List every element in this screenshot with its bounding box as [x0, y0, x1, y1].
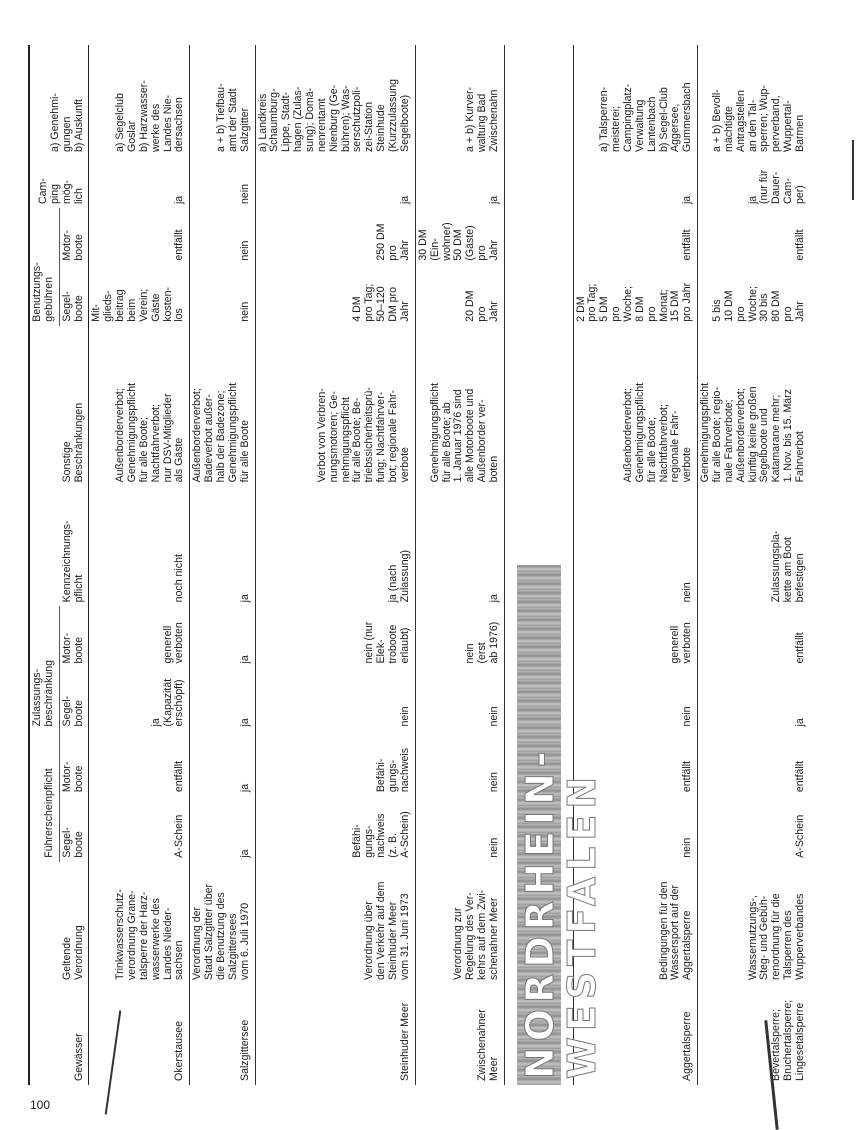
- cell-zul-segel: ja (Kapazität erschöpft): [89, 667, 190, 730]
- cell-sonstige: Außenborderverbot; Genehmigungspflicht für alle Boote; Nachtfahrverbot; regionale Fahr- verbote: [573, 326, 698, 487]
- cell-geb-motor: entfällt: [573, 208, 698, 265]
- cell-gewaesser: Bevertalsperre; Bruchertalsperre; Lingesetalsperre: [770, 999, 806, 1081]
- cell-verordnung: Verordnung der Stadt Salzgitter über die Benutzung des Salzgittersees vom 6. Juli 1970: [190, 862, 255, 984]
- cell-zul-segel: nein: [415, 667, 504, 730]
- cell-genehmigung: a + b) Tiefbau- amt der Stadt Salzgitter: [190, 45, 255, 156]
- cell-zul-motor: generell verboten: [89, 606, 190, 667]
- cell-gewaesser: Salzgittersee: [190, 984, 255, 1085]
- header-gebuehren: Benutzungs- gebühren: [29, 208, 59, 326]
- header-zulassung-segel: Segel- boote: [59, 667, 89, 730]
- cell-fs-segel: ja: [190, 796, 255, 862]
- cell-fs-segel: A-Schein: [793, 814, 806, 858]
- cell-genehmigung: a) Landkreis Schaumburg- Lippe, Stadt- hagen (Zulas- sung); Domä- nenrentamt Nienburg (Ge- bühren); Was- serschutzpoli- zei-Station Steinhude (Kurzzulassung Segelboote): [255, 45, 415, 156]
- header-zulassung-motor: Motor- boote: [59, 606, 89, 667]
- header-gebuehren-motor: Motor- boote: [59, 208, 89, 265]
- cell-verordnung: Wassernutzungs-, Steg- und Gebüh- renordnung für die Talsperren des Wupperverbandes: [746, 893, 806, 980]
- header-fuehrerschein: Führerscheinpflicht: [29, 731, 59, 862]
- table-row: [255, 45, 415, 1085]
- cell-camping: ja: [89, 156, 190, 208]
- cell-fs-motor: Befähi- gungs- nachweis: [255, 731, 415, 797]
- water-regulations-table: [28, 45, 810, 1085]
- header-fuehrerschein-segel: Segel- boote: [59, 796, 89, 862]
- section-band-row: [504, 45, 573, 1085]
- cell-camping: ja: [255, 156, 415, 208]
- cell-geb-segel: 4 DM pro Tag; 50–120 DM pro Jahr: [255, 265, 415, 326]
- cell-camping: ja (nur für Dauer- Cam- per): [746, 169, 806, 205]
- cell-zul-segel: ja: [190, 667, 255, 730]
- cell-geb-segel: 20 DM pro Jahr: [415, 265, 504, 326]
- cell-fs-motor: entfällt: [573, 731, 698, 797]
- cell-fs-motor: entfällt: [793, 760, 806, 793]
- scan-scratch-mark: [852, 140, 854, 200]
- header-sonstige: Sonstige Beschränkungen: [29, 326, 89, 487]
- cell-kennzeichnung: Zulassungspla- kette am Boot befestigen: [770, 530, 806, 603]
- table-body: [89, 45, 810, 1085]
- cell-gewaesser: Zwischenahner Meer: [415, 984, 504, 1085]
- cell-kennzeichnung: ja: [415, 486, 504, 606]
- header-camping: Cam- ping mög- lich: [29, 156, 89, 208]
- section-banner-text: NORDRHEIN-WESTFALEN: [517, 745, 605, 1079]
- cell-genehmigung: a) Talsperren- meisterei; Campingplatz- Verwaltung Lantenbach b) Segel-Club Aggersee, Gummersbach: [573, 45, 698, 156]
- rotated-table-container: [28, 45, 854, 1085]
- cell-verordnung: Trinkwasserschutz- verordnung Grane- talsperre der Harz- wasserwerke des Landes Nieder- sachsen: [89, 862, 190, 984]
- cell-sonstige: Genehmigungspflicht für alle Boote; ab 1. Januar 1976 sind alle Motorboote und Außenborder ver- boten: [415, 326, 504, 487]
- cell-kennzeichnung: noch nicht: [89, 486, 190, 606]
- cell-geb-segel: nein: [190, 265, 255, 326]
- cell-genehmigung: a) Segelclub Goslar b) Harzwasser- werke des Landes Nie- dersachsen: [89, 45, 190, 156]
- cell-geb-motor: 250 DM pro Jahr: [255, 208, 415, 265]
- cell-zul-motor: generell verboten: [573, 606, 698, 667]
- table-row: [415, 45, 504, 1085]
- header-fuehrerschein-motor: Motor- boote: [59, 731, 89, 797]
- cell-zul-motor: entfällt: [793, 632, 806, 664]
- header-kennzeichnung: Kennzeichnungs- pflicht: [29, 486, 89, 606]
- cell-gewaesser: Okerstausee: [89, 984, 190, 1085]
- header-verordnung: Geltende Verordnung: [29, 862, 89, 984]
- cell-genehmigung: a + b) Bevoll- mächtigte Antragstellen an den Tal- sperren; Wup- perverband, Wuppertal- Barmen: [710, 85, 806, 152]
- cell-geb-segel: 2 DM pro Tag; 5 DM pro Woche; 8 DM pro Monat; 15 DM pro Jahr: [573, 265, 698, 326]
- section-banner: [517, 565, 605, 1085]
- cell-verordnung: Bedingungen für den Wassersport auf der Aggertalsperre: [573, 862, 698, 984]
- cell-sonstige: Außenborderverbot; Badeverbot außer- halb der Badezone; Genehmigungspflicht für alle Boote: [190, 326, 255, 487]
- table-row: [89, 45, 190, 1085]
- cell-zul-motor: nein (erst ab 1976): [415, 606, 504, 667]
- cell-geb-motor: nein: [190, 208, 255, 265]
- cell-fs-motor: nein: [415, 731, 504, 797]
- cell-kennzeichnung: nein: [573, 486, 698, 606]
- cell-zul-segel: ja: [793, 718, 806, 727]
- cell-sonstige: Genehmigungspflicht für alle Boote; regio- nale Fahrverbote; Außenborderverbot; künftig keine großen Segelboote und Katamarane mehr; 1. Nov. bis 15. März Fahrverbot: [699, 382, 806, 483]
- header-genehmigungen: a) Genehmi- gungen b) Auskunft: [29, 45, 89, 156]
- cell-fs-segel: Befähi- gungs- nachweis (z. B. A-Schein): [255, 796, 415, 862]
- cell-geb-motor: entfällt: [793, 229, 806, 261]
- cell-fs-segel: nein: [415, 796, 504, 862]
- table-row: [698, 45, 810, 1085]
- table-row: [190, 45, 255, 1085]
- header-gewaesser: Gewässer: [29, 984, 89, 1085]
- cell-zul-motor: nein (nur Elek- troboote erlaubt): [255, 606, 415, 667]
- cell-sonstige: Verbot von Verbren- nungsmotoren; Ge- nehmigungspflicht für alle Boote; Be- triebssicherheitsprü- fung; Nachtfahrver- bot; regionale Fahr- verbote: [255, 326, 415, 487]
- cell-kennzeichnung: ja (nach Zulassung): [255, 486, 415, 606]
- cell-verordnung: Verordnung zur Regelung des Ver- kehrs auf dem Zwi- schenahner Meer: [415, 862, 504, 984]
- cell-camping: nein: [190, 156, 255, 208]
- cell-zul-motor: ja: [190, 606, 255, 667]
- cell-fs-segel: nein: [573, 796, 698, 862]
- cell-kennzeichnung: ja: [190, 486, 255, 606]
- table-header: [29, 45, 89, 1085]
- cell-camping: ja: [415, 156, 504, 208]
- cell-geb-motor: 30 DM (Ein- wohner) 50 DM (Gäste) pro Jahr: [415, 208, 504, 265]
- cell-gewaesser: Aggertalsperre: [573, 984, 698, 1085]
- header-zulassung: Zulassungs- beschränkung: [29, 606, 59, 730]
- page-number: 100: [30, 1098, 51, 1112]
- cell-gewaesser: Steinhuder Meer: [255, 984, 415, 1085]
- cell-fs-segel: A-Schein: [89, 796, 190, 862]
- cell-geb-motor: entfällt: [89, 208, 190, 265]
- header-gebuehren-segel: Segel- boote: [59, 265, 89, 326]
- cell-zul-segel: nein: [255, 667, 415, 730]
- cell-zul-segel: nein: [573, 667, 698, 730]
- cell-genehmigung: a + b) Kurver- waltung Bad Zwischenahn: [415, 45, 504, 156]
- cell-verordnung: Verordnung über den Verkehr auf dem Steinhuder Meer vom 31. Juni 1973: [255, 862, 415, 984]
- cell-camping: ja: [573, 156, 698, 208]
- cell-fs-motor: ja: [190, 731, 255, 797]
- cell-geb-segel: Mit- glieds- beitrag beim Verein; Gäste kosten- los: [89, 265, 190, 326]
- cell-fs-motor: entfällt: [89, 731, 190, 797]
- cell-sonstige: Außenborderverbot; Genehmigungspflicht für alle Boote; Nachtfahrverbot; nur DSV-Mitglieder als Gäste: [89, 326, 190, 487]
- cell-geb-segel: 5 bis 10 DM pro Woche; 30 bis 80 DM pro Jahr: [710, 286, 806, 322]
